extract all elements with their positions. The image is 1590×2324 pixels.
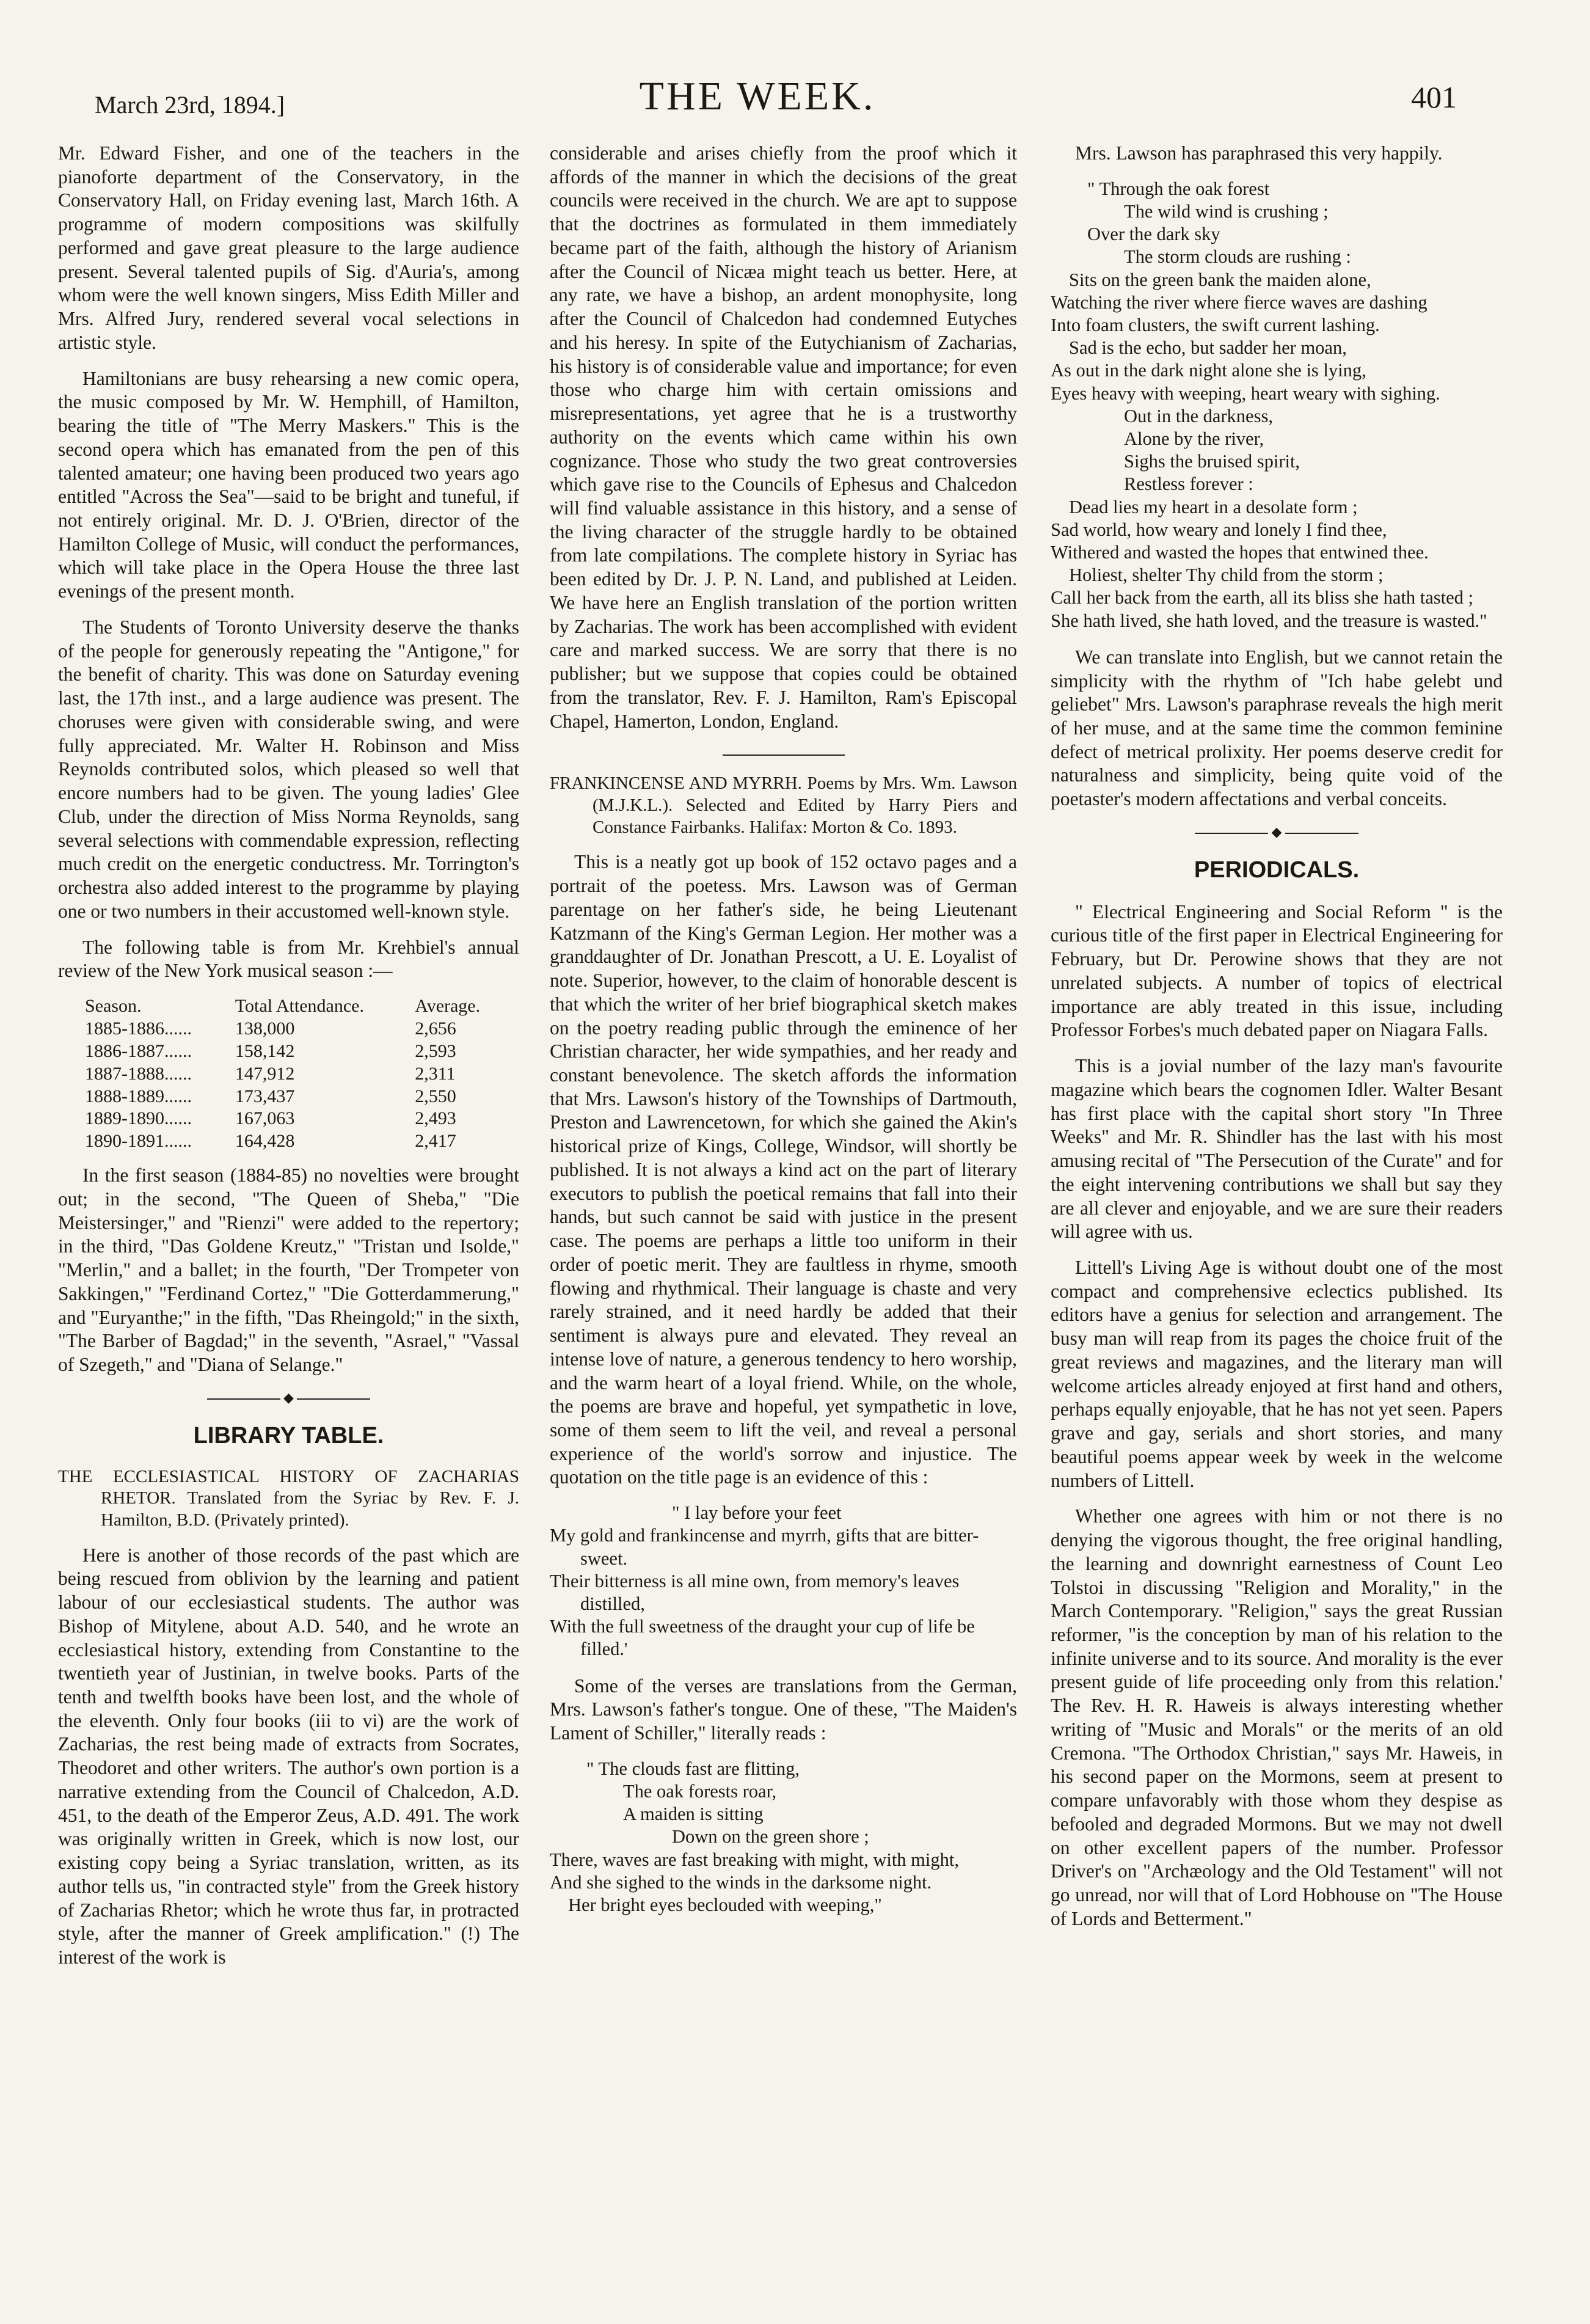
table-row <box>82 1018 507 1040</box>
issue-date: March 23rd, 1894.] <box>95 91 285 119</box>
table-cell: 2,493 <box>415 1108 456 1129</box>
table-cell: 2,656 <box>415 1018 456 1039</box>
table-cell: 1888-1889...... <box>85 1086 192 1106</box>
title-page-quote <box>550 1502 1017 1661</box>
poem-line: Withered and wasted the hopes that entwined thee. <box>1051 541 1429 563</box>
paragraph: We can translate into English, but we cannot retain the simplicity with the rhythm of "Ich habe gelebt und geliebet" Mrs. Lawson's paraphrase reveals the high merit of her muse, and at the same time the common feminine defect of metrical prolixity. Her poems deserve credit for naturalness and simplicity, being quite void of the poetaster's modern affectations and verbal conceits. <box>1051 646 1503 810</box>
paragraph: The following table is from Mr. Krehbiel's annual review of the New York musical season :— <box>58 936 519 982</box>
page-number: 401 <box>1411 80 1457 114</box>
maidens-lament-poem <box>550 1758 1017 1917</box>
poem-line: " Through the oak forest <box>1087 178 1270 199</box>
paragraph: Hamiltonians are busy rehearsing a new comic opera, the music composed by Mr. W. Hemphill, of Hamilton, bearing the title of "The Merry Maskers." This is the second opera which has emanated from the pen of this talented amateur; one having been produced two years ago entitled "Across the Sea"—said to be bright and tuneful, if not entirely original. Mr. D. J. O'Brien, director of the Hamilton College of Music, will conduct the performances, which will take place in the Opera House the three last evenings of the present month. <box>58 367 519 602</box>
masthead-title: THE WEEK. <box>639 74 876 119</box>
book-title-zacharias: THE ECCLESIASTICAL HISTORY OF ZACHARIAS RHETOR. Translated from the Syriac by Rev. F. J. Hamilton, B.D. (Privately printed). <box>58 1466 519 1530</box>
divider <box>550 745 1017 762</box>
poem-line: Eyes heavy with weeping, heart weary with sighing. <box>1051 382 1440 404</box>
poem-line: Sad world, how weary and lonely I find thee, <box>1051 519 1387 540</box>
library-table-heading: LIBRARY TABLE. <box>193 1422 384 1449</box>
poem-line: Dead lies my heart in a desolate form ; <box>1069 496 1358 517</box>
quote-line: With the full sweetness of the draught your cup of life be filled.' <box>550 1616 975 1660</box>
paragraph: Some of the verses are translations from the German, Mrs. Lawson's father's tongue. One of these, "The Maiden's Lament of Schiller," literally reads : <box>550 1675 1017 1744</box>
divider: ◆ <box>1051 824 1503 840</box>
table-header-cell: Season. <box>85 995 142 1016</box>
poem-line: Out in the darkness, <box>1124 405 1273 426</box>
paragraph: Littell's Living Age is without doubt one of the most compact and comprehensive eclectics published. Its editors have a genius for selection and arrangement. The busy man will reap from its pages the choice fruit of the great reviews and magazines, and the literary man will welcome articles already enjoyed at first hand and others, perhaps equally enjoyable, that he has not yet seen. Papers grave and gay, serials and short stories, and many beautiful poems appear week by week in the welcome numbers of Littell. <box>1051 1257 1503 1491</box>
poem-line: The oak forests roar, <box>623 1781 777 1802</box>
table-cell: 2,417 <box>415 1131 456 1152</box>
poem-line: Her bright eyes beclouded with weeping," <box>568 1895 882 1916</box>
poem-line: There, waves are fast breaking with might, with might, <box>550 1849 959 1870</box>
table-header-cell: Average. <box>415 995 481 1016</box>
table-header-cell: Total Attendance. <box>235 995 364 1016</box>
paraphrase-poem <box>1051 178 1503 632</box>
paragraph: In the first season (1884-85) no novelties were brought out; in the second, "The Queen of Sheba," "Die Meistersinger," and "Rienzi" were added to the repertory; in the third, "Das Goldene Kreutz," "Tristan und Isolde," "Merlin," and a ballet; in the fourth, "Der Trompeter von Sakkingen," "Ferdinand Cortez," "Die Gotterdammerung," and "Euryanthe;" in the fifth, "Das Rheingold;" in the sixth, "The Barber of Bagdad;" in the seventh, "Asrael," "Vassal of Szegeth," and "Diana of Selange." <box>58 1164 519 1376</box>
poem-line: Alone by the river, <box>1124 428 1264 449</box>
poem-line: Sad is the echo, but sadder her moan, <box>1069 337 1347 359</box>
poem-line: Call her back from the earth, all its bliss she hath tasted ; <box>1051 587 1473 608</box>
poem-line: Watching the river where fierce waves are dashing <box>1051 291 1428 313</box>
table-cell: 1885-1886...... <box>85 1018 192 1039</box>
quote-line: Their bitterness is all mine own, from memory's leaves distilled, <box>550 1570 960 1615</box>
book-title-frankincense: FRANKINCENSE AND MYRRH. Poems by Mrs. Wm. Lawson (M.J.K.L.). Selected and Edited by Harry Piers and Constance Fairbanks. Halifax: Morton & Co. 1893. <box>550 773 1017 837</box>
paragraph: This is a neatly got up book of 152 octavo pages and a portrait of the poetess. Mrs. Lawson was of German parentage on her father's side, he being Lieutenant Katzmann of the King's German Legion. Her mother was a granddaughter of Dr. Jonathan Prescott, a U. E. Loyalist of note. Superior, however, to the claim of honorable descent is that which the writer of her brief biographical sketch makes on the poetry reading public through the eminence of her Christian character, her wide sympathies, and her ready and constant benevolence. The sketch affords the information that Mrs. Lawson's history of the Townships of Dartmouth, Preston and Lawrencetown, for which she gained the Akin's historical prize of Kings, College, Windsor, will shortly be published. It is not always a kind act on the part of literary executors to publish the poetical remains that fall into their hands, but such cannot be said with justice in the present case. The poems are perhaps a little too uniform in their order of poetic merit. They are faultless in rhyme, smooth flowing and rhythmical. Their language is chaste and very rarely strained, and it need hardly be added that their sentiment is always pure and elevated. They reveal an intense love of nature, a generous tendency to hero worship, and the warm heart of a loyal friend. While, on the whole, the poems are brave and hopeful, yet sympathetic in love, some of them seem to lift the veil, and reveal a personal experience of the world's sorrow and injustice. The quotation on the title page is an evidence of this : <box>550 851 1017 1488</box>
poem-line: A maiden is sitting <box>623 1803 764 1825</box>
poem-line: Restless forever : <box>1124 473 1253 495</box>
table-cell: 2,593 <box>415 1040 456 1061</box>
table-cell: 2,550 <box>415 1086 456 1106</box>
table-row <box>82 1130 507 1153</box>
paragraph: Mrs. Lawson has paraphrased this very happily. <box>1075 142 1443 164</box>
divider: ◆ <box>58 1389 519 1406</box>
table-cell: 147,912 <box>235 1063 295 1084</box>
table-row <box>82 1086 507 1108</box>
poem-line: The wild wind is crushing ; <box>1124 200 1329 222</box>
table-header-row <box>82 995 507 1018</box>
table-cell: 164,428 <box>235 1131 295 1152</box>
poem-line: The storm clouds are rushing : <box>1124 246 1351 268</box>
table-cell: 1887-1888...... <box>85 1063 192 1084</box>
table-cell: 1890-1891...... <box>85 1131 192 1152</box>
poem-line: Into foam clusters, the swift current lashing. <box>1051 314 1380 335</box>
paragraph: Here is another of those records of the past which are being rescued from oblivion by the learning and patient labour of our ecclesiastical students. The author was Bishop of Mitylene, about A.D. 540, and he wrote an ecclesiastical history, extending from Constantine to the twentieth year of Justinian, in twelve books. Parts of the tenth and twelfth books have been lost, and the whole of the eleventh. Only four books (iii to vi) are the work of Zacharias, the rest being made of extracts from Socrates, Theodoret and other writers. The author's own portion is a narrative extending from the Council of Chalcedon, A.D. 451, to the death of the Emperor Zeus, A.D. 491. The work was originally written in Greek, which is now lost, our existing copy being a Syriac translation, written, as its author tells us, "in contracted style" from the Greek history of Zacharias Rhetor; which he wrote thus far, in protracted style, after the manner of Greek amplification." (!) The interest of the work is <box>58 1544 519 1968</box>
poem-line: She hath lived, she hath loved, and the treasure is wasted." <box>1051 610 1487 631</box>
poem-line: Sits on the green bank the maiden alone, <box>1069 269 1371 290</box>
table-row <box>82 1063 507 1086</box>
poem-line: Over the dark sky <box>1087 224 1220 245</box>
periodicals-heading: PERIODICALS. <box>1194 857 1360 883</box>
paragraph: The Students of Toronto University deserve the thanks of the people for generously repeating the "Antigone," for the benefit of charity. This was done on Saturday evening last, the 17th inst., and a large audience was present. The choruses were given with considerable swing, and were fully appreciated. Mr. Walter H. Robinson and Miss Reynolds contributed solos, which pleased so well that encore numbers had to be given. The young ladies' Glee Club, under the direction of Miss Norma Reynolds, sang several selections with commendable expression, reflecting much credit on the energetic conductress. Mr. Torrington's orchestra also added interest to the programme by playing one or two numbers in their accustomed well-known style. <box>58 616 519 922</box>
table-cell: 167,063 <box>235 1108 295 1129</box>
paragraph: Mr. Edward Fisher, and one of the teachers in the pianoforte department of the Conservatory, in the Conservatory Hall, on Friday evening last, March 16th. A programme of modern compositions was skilfully performed and gave great pleasure to the large audience present. Several talented pupils of Sig. d'Auria's, among whom were the well known singers, Miss Edith Miller and Mrs. Alfred Jury, rendered several vocal selections in artistic style. <box>58 142 519 353</box>
poem-line: Sighs the bruised spirit, <box>1124 451 1300 472</box>
attendance-table <box>82 995 507 1153</box>
poem-line: Down on the green shore ; <box>672 1826 869 1847</box>
column-1 <box>58 142 519 1982</box>
paragraph: " Electrical Engineering and Social Reform " is the curious title of the first paper in Electrical Engineering for February, but Dr. Perowine shows that they are not unrelated subjects. A number of topics of electrical importance are ably treated in this issue, including Professor Forbes's much debated paper on Niagara Falls. <box>1051 901 1503 1041</box>
paragraph: Whether one agrees with him or not there is no denying the vigorous thought, the free original handling, the learning and downright earnestness of Count Leo Tolstoi in discussing "Religion and Morality," in the March Contemporary. "Religion," says the great Russian reformer, "is the conception by man of his relation to the infinite universe and to its source. And morality is the ever present guide of life proceeding only from this relation.' The Rev. H. R. Haweis is always interesting whether writing of "Music and Morals" or the merits of an old Cremona. "The Orthodox Christian," says Mr. Haweis, in his second paper on the Mormons, seem at present to compare unfavorably with those whom they despise as befooled and degraded Mormons. But we may not dwell on other excellent papers of the number. Professor Driver's on "Archæology and the Old Testament" will not go unread, nor will that of Lord Hobhouse on "The House of Lords and Betterment." <box>1051 1505 1503 1929</box>
column-2 <box>550 142 1017 1930</box>
poem-line: Holiest, shelter Thy child from the storm ; <box>1069 565 1384 586</box>
poem-line: As out in the dark night alone she is lying, <box>1051 360 1366 381</box>
page-header <box>58 73 1457 128</box>
paragraph: considerable and arises chiefly from the proof which it affords of the manner in which the decisions of the great councils were received in the church. We are apt to suppose that the doctrines as formulated in them immediately became part of the faith, although the history of Arianism after the Council of Nicæa might teach us better. Here, at any rate, we have a bishop, an ardent monophysite, long after the Council of Chalcedon had condemned Eutyches and his heresy. In spite of the Eutychianism of Zacharias, his history is of considerable value and importance; for even those who charge him with certain omissions and misrepresentations, yet agree that he is a trustworthy authority on the events which came within his own cognizance. Those who study the two great controversies which gave rise to the Councils of Ephesus and Chalcedon will find valuable assistance in this history, and a sense of the living character of the struggle hardly to be obtained from late compilations. The complete history in Syriac has been edited by Dr. J. P. N. Land, and published at Leiden. We have here an English translation of the portion written by Zacharias. The work has been accomplished with evident care and marked success. We are sorry that there is no publisher; but we suppose that copies could be obtained from the translator, Rev. F. J. Hamilton, Ram's Episcopal Chapel, Hamerton, London, England. <box>550 142 1017 732</box>
paragraph: This is a jovial number of the lazy man's favourite magazine which bears the cognomen Idler. Walter Besant has first place with the capital short story "In Three Weeks" and Mr. R. Shindler has the last with his most amusing recital of "The Persecution of the Curate" and for the eight intervening contributions we shall but say they are all clever and enjoyable, and we are sure their readers will agree with us. <box>1051 1055 1503 1243</box>
column-3 <box>1051 142 1503 1943</box>
quote-line: " I lay before your feet <box>672 1502 842 1524</box>
table-cell: 1886-1887...... <box>85 1040 192 1061</box>
table-cell: 173,437 <box>235 1086 295 1106</box>
table-cell: 158,142 <box>235 1040 295 1061</box>
poem-line: " The clouds fast are flitting, <box>586 1758 800 1779</box>
poem-line: And she sighed to the winds in the darksome night. <box>550 1871 932 1893</box>
quote-line: My gold and frankincense and myrrh, gifts that are bitter-sweet. <box>550 1525 979 1569</box>
table-cell: 1889-1890...... <box>85 1108 192 1129</box>
table-row <box>82 1108 507 1130</box>
table-row <box>82 1040 507 1063</box>
table-cell: 138,000 <box>235 1018 295 1039</box>
table-cell: 2,311 <box>415 1063 456 1084</box>
